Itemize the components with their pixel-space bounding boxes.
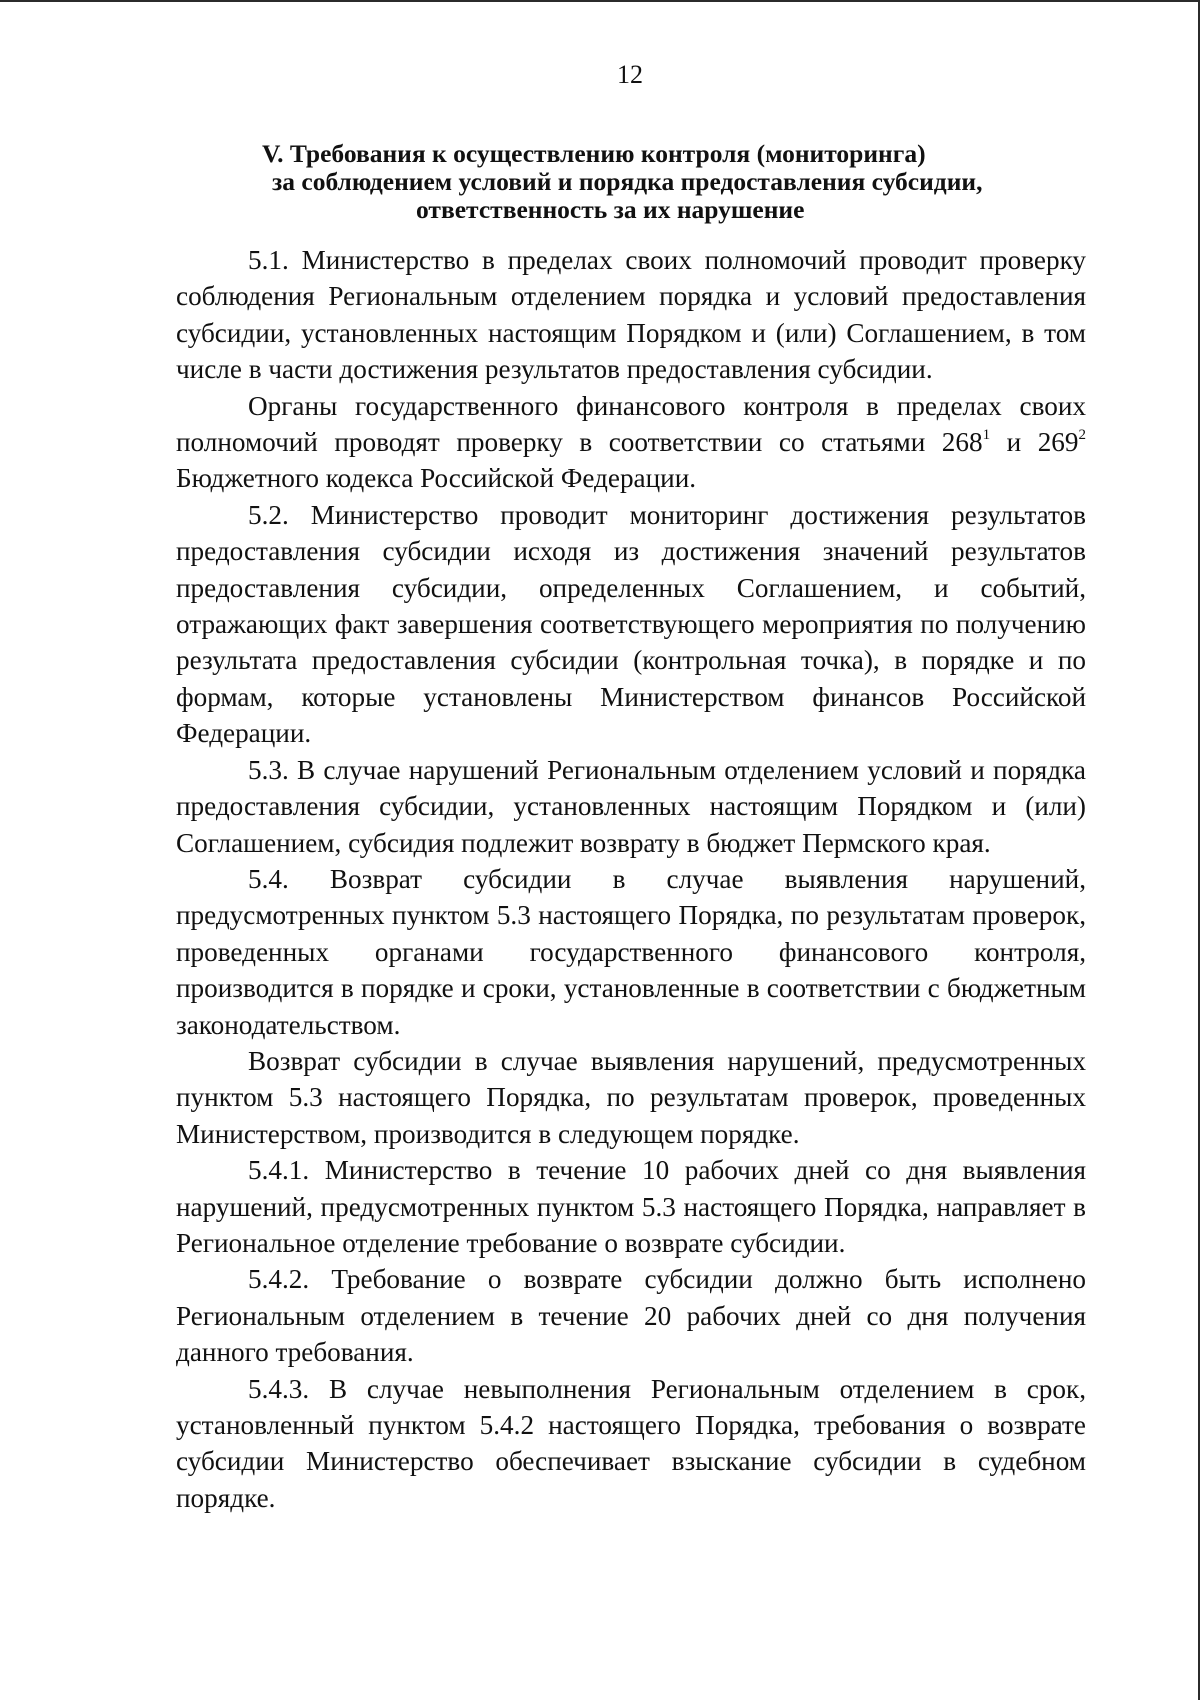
paragraph-5-1: 5.1. Министерство в пределах своих полномочий проводит проверку соблюдения Региональным отделением порядка и условий предоставления субсидии, установленных настоящим Порядком и (или) Соглашением, в том числе в части достижения результатов предоставления субсидии. xyxy=(176,245,1086,385)
paragraph-state-control xyxy=(176,388,1086,497)
paragraph-state-control-part-3: Бюджетного кодекса Российской Федерации. xyxy=(176,463,697,494)
section-heading-line-1: V. Требования к осуществлению контроля (мониторинга) xyxy=(262,139,926,168)
paragraph-5-4-2: 5.4.2. Требование о возврате субсидии должно быть исполнено Региональным отделением в течение 20 рабочих дней со дня получения данного требования. xyxy=(176,1264,1086,1368)
section-heading xyxy=(176,140,1086,224)
paragraph-5-4-1: 5.4.1. Министерство в течение 10 рабочих дней со дня выявления нарушений, предусмотренных пунктом 5.3 настоящего Порядка, направляет в Региональное отделение требование о возврате субсидии. xyxy=(176,1155,1086,1258)
article-268-superscript: 1 xyxy=(982,427,991,444)
document-body xyxy=(176,242,1086,1516)
paragraph-5-2: 5.2. Министерство проводит мониторинг достижения результатов предоставления субсидии исходя из достижения значений результатов предоставления субсидии, определенных Соглашением, и событий, отражающих факт завершения соответствующего мероприятия по получению результата предоставления субсидии (контрольная точка), в порядке и по формам, которые установлены Министерством финансов Российской Федерации. xyxy=(176,499,1086,749)
paragraph-state-control-part-2: и 269 xyxy=(990,427,1079,458)
article-269-superscript: 2 xyxy=(1078,427,1086,444)
paragraph-5-4-3: 5.4.3. В случае невыполнения Региональным отделением в срок, установленный пунктом 5.4.2 настоящего Порядка, требования о возврате субсидии Министерство обеспечивает взыскание субсидии в судебном порядке. xyxy=(176,1373,1086,1513)
section-heading-line-3: ответственность за их нарушение xyxy=(416,195,805,224)
page-number: 12 xyxy=(617,60,643,89)
paragraph-state-control-part-1: Органы государственного финансового контроля в пределах своих полномочий проводят проверку в соответствии со статьями 268 xyxy=(176,390,1086,458)
section-heading-line-2: за соблюдением условий и порядка предоставления субсидии, xyxy=(272,167,983,196)
paragraph-5-3: 5.3. В случае нарушений Региональным отделением условий и порядка предоставления субсидии, установленных настоящим Порядком и (или) Соглашением, субсидия подлежит возврату в бюджет Пермского края. xyxy=(176,754,1086,858)
paragraph-5-4: 5.4. Возврат субсидии в случае выявления нарушений, предусмотренных пунктом 5.3 настоящего Порядка, по результатам проверок, проведенных органами государственного финансового контроля, производится в порядке и сроки, установленные в соответствии с бюджетным законодательством. xyxy=(176,863,1086,1040)
paragraph-ministry-return: Возврат субсидии в случае выявления нарушений, предусмотренных пунктом 5.3 настоящего Порядка, по результатам проверок, проведенных Министерством, производится в следующем порядке. xyxy=(176,1045,1086,1149)
